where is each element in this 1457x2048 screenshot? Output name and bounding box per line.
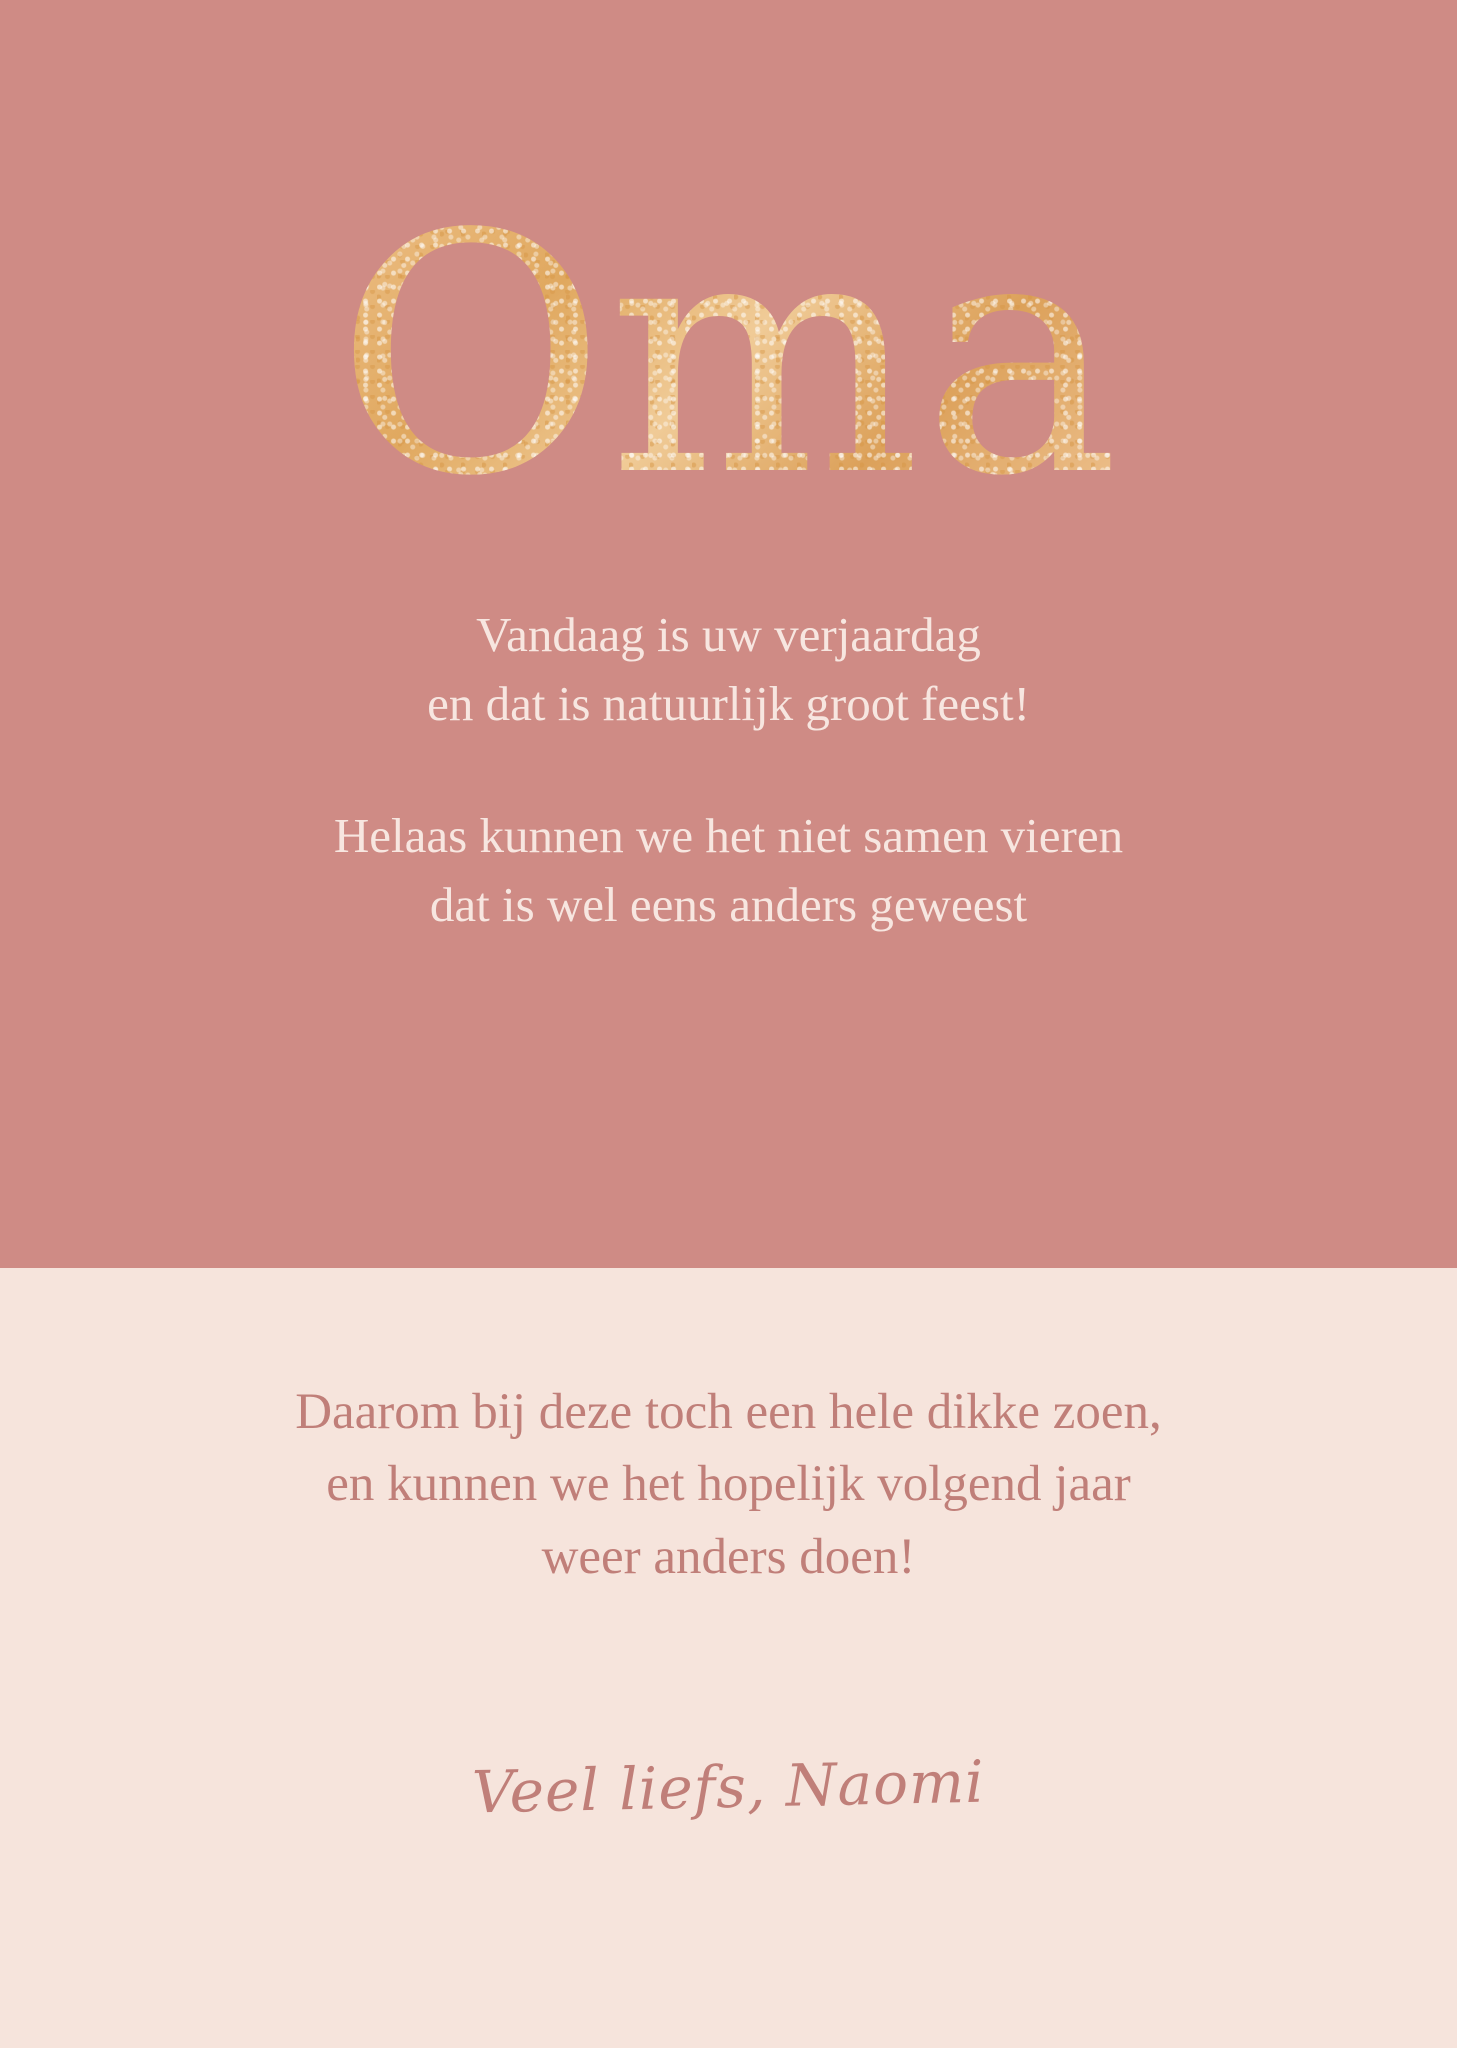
top-verse [334, 600, 1123, 940]
card-bottom-panel [0, 1268, 1457, 2048]
bottom-verse-line: Daarom bij deze toch een hele dikke zoen, [295, 1384, 1162, 1440]
top-verse-line: Helaas kunnen we het niet samen vieren [333, 807, 1124, 863]
bottom-verse-line: weer anders doen! [541, 1528, 916, 1585]
top-verse-stanza-2 [334, 801, 1123, 940]
bottom-verse [295, 1376, 1162, 1593]
top-verse-stanza-1 [334, 600, 1123, 739]
top-verse-line: en dat is natuurlijk groot feest! [427, 676, 1030, 732]
bottom-verse-line: en kunnen we het hopelijk volgend jaar [326, 1456, 1131, 1513]
top-verse-line: Vandaag is uw verjaardag [476, 606, 981, 662]
top-verse-line: dat is wel eens anders geweest [429, 877, 1028, 933]
card-title: Oma [335, 164, 1122, 548]
signature: Veel liefs, Naomi [471, 1747, 986, 1827]
